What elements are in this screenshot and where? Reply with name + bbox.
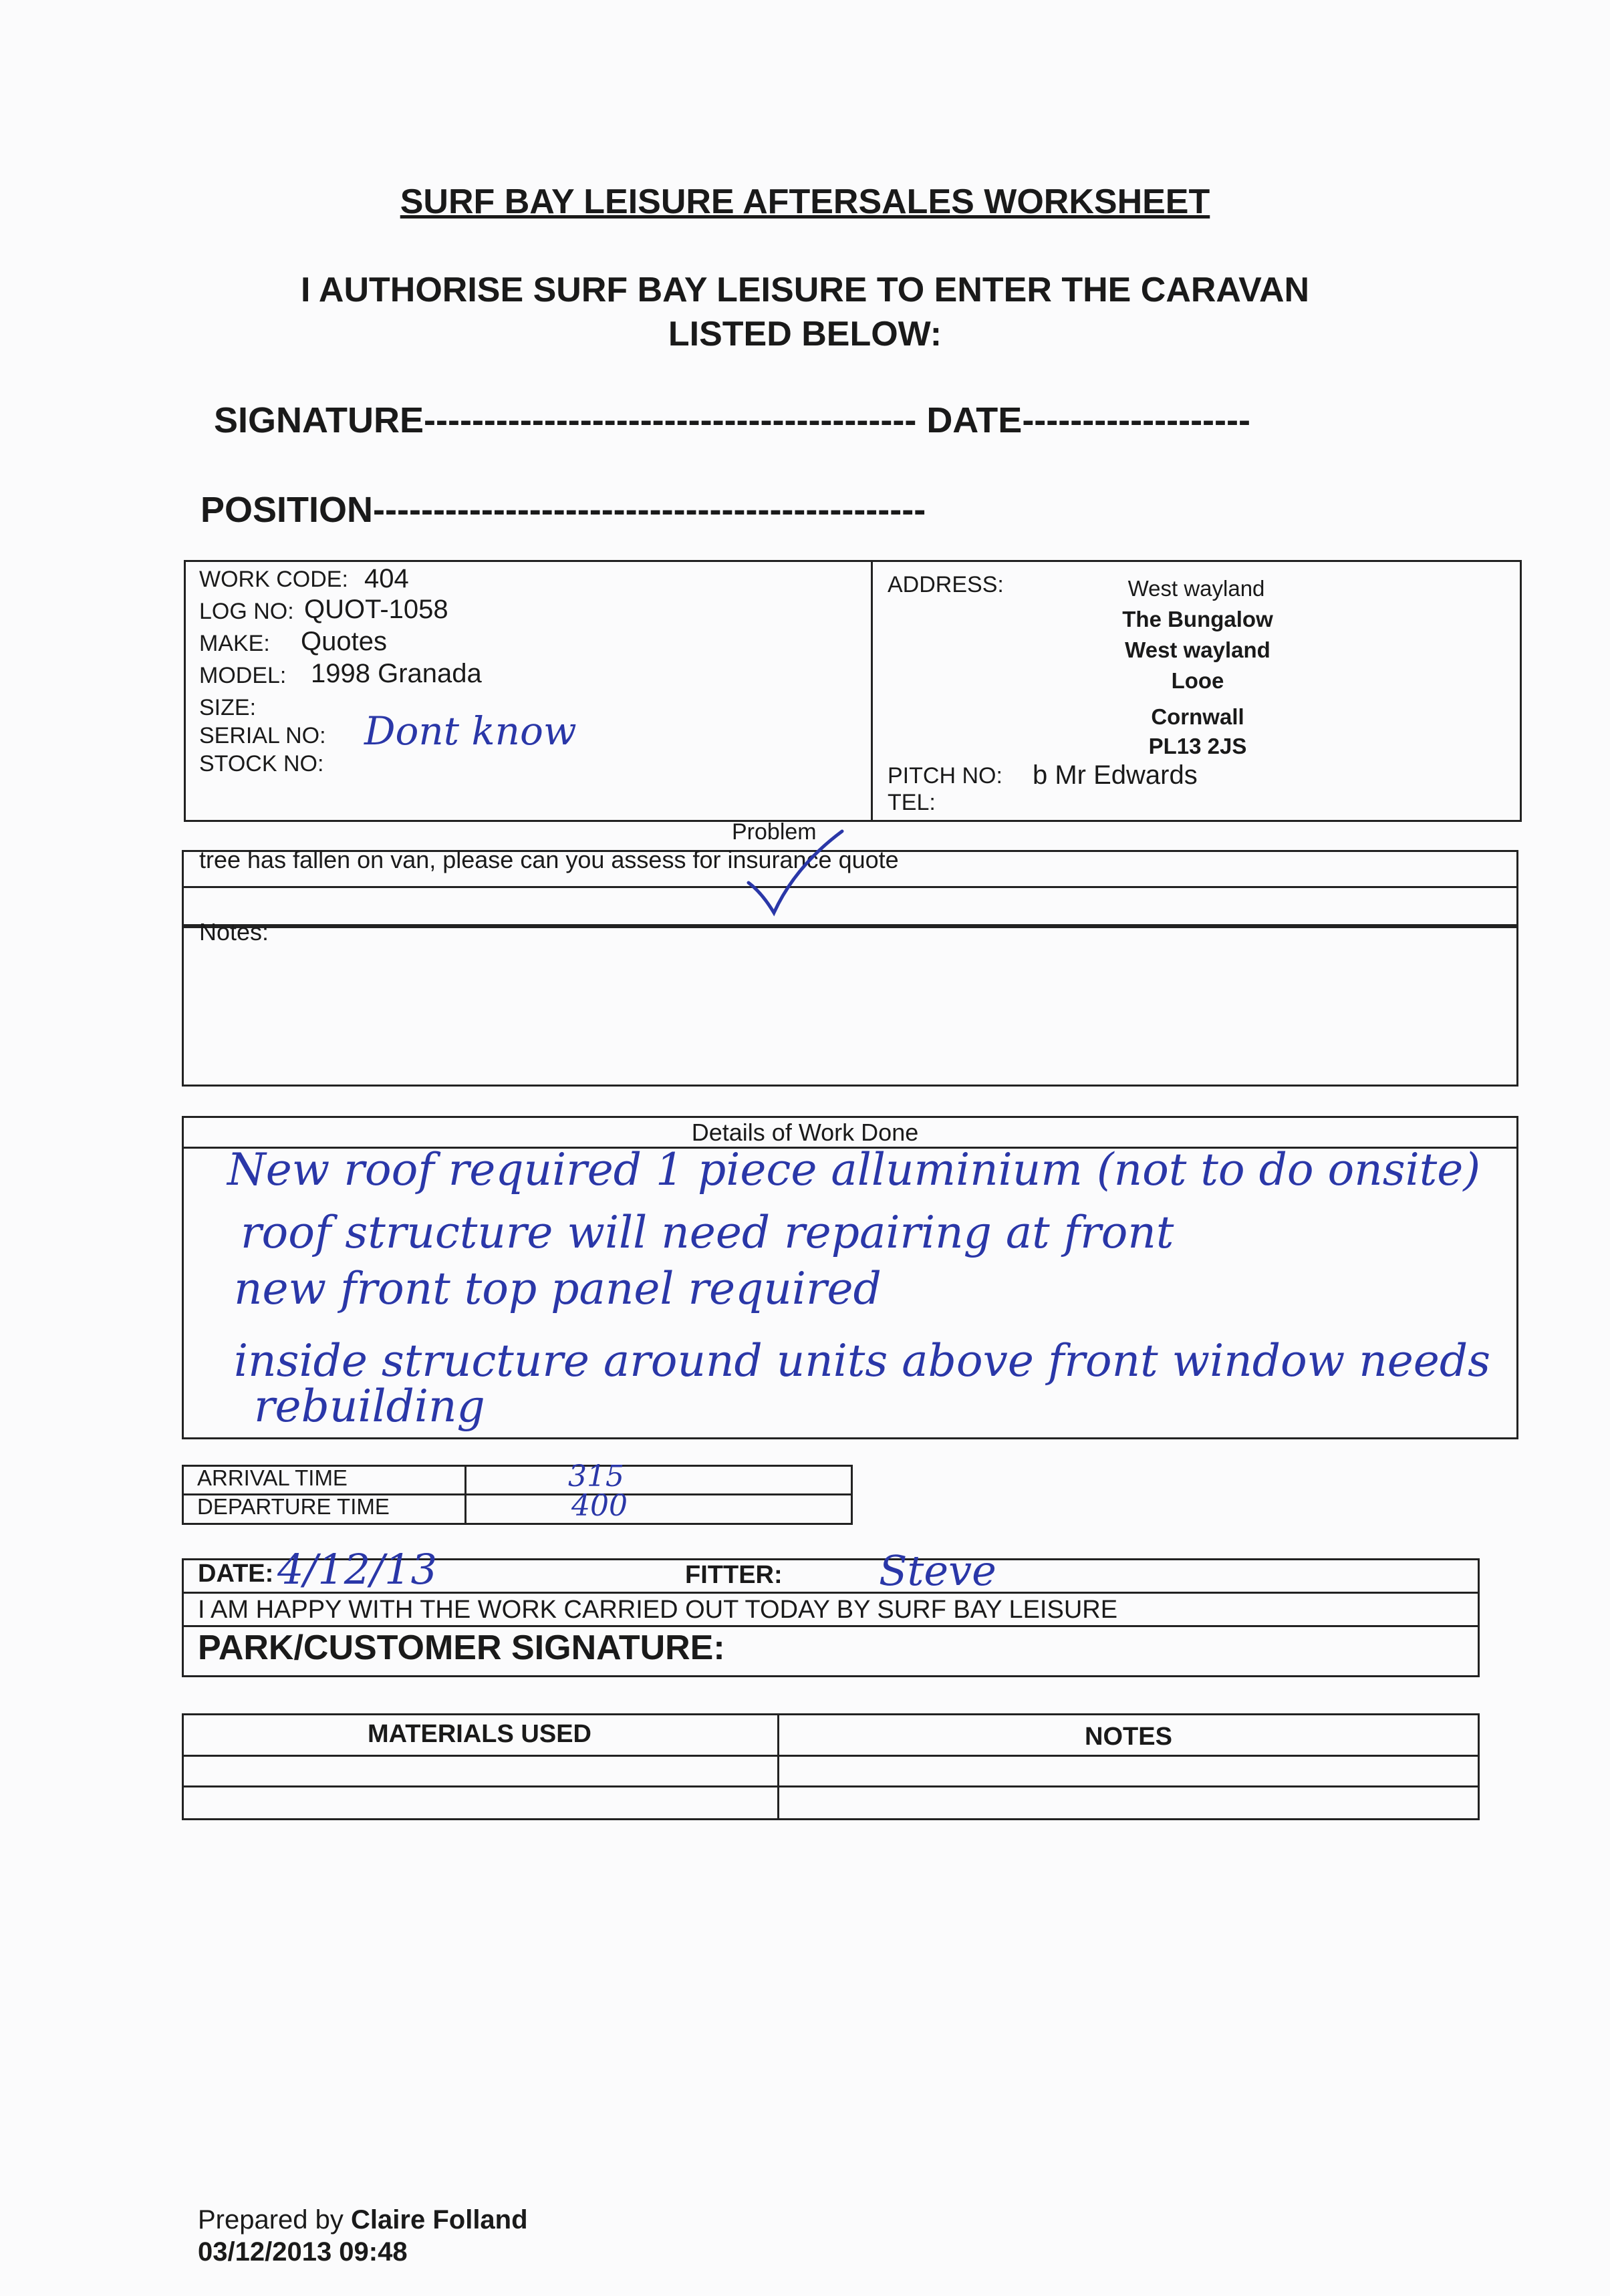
- model-value: 1998 Granada: [311, 659, 482, 688]
- work-done-line-4: inside structure around units above front window needs: [234, 1335, 1490, 1387]
- arrival-time-label: ARRIVAL TIME: [197, 1465, 348, 1490]
- serial-no-label: SERIAL NO:: [199, 723, 326, 748]
- pitch-no-label: PITCH NO:: [888, 763, 1002, 788]
- stock-no-label: STOCK NO:: [199, 751, 324, 776]
- position-line: [200, 489, 926, 531]
- size-label: SIZE:: [199, 695, 257, 720]
- work-code-value: 404: [364, 564, 409, 593]
- address-label: ADDRESS:: [888, 572, 1004, 597]
- authorise-line-2: LISTED BELOW:: [668, 315, 942, 353]
- work-code-label: WORK CODE:: [199, 567, 348, 592]
- notes-label: Notes:: [199, 918, 269, 946]
- signature-label: SIGNATURE: [214, 400, 424, 440]
- work-done-line-3: new front top panel required: [234, 1263, 882, 1314]
- date-dashes: -------------------: [1022, 400, 1250, 440]
- departure-time-value: 400: [571, 1489, 628, 1523]
- fitter-label: FITTER:: [685, 1561, 783, 1589]
- prepared-by-name: Claire Folland: [351, 2205, 528, 2235]
- signoff-divider-2: [182, 1625, 1480, 1627]
- materials-row-divider-1: [182, 1755, 1480, 1757]
- times-col-divider: [464, 1465, 466, 1525]
- make-label: MAKE:: [199, 631, 270, 656]
- signature-dashes: -----------------------------------------: [424, 400, 917, 440]
- date-label: DATE: [926, 400, 1023, 440]
- log-no-value: QUOT-1058: [304, 595, 448, 624]
- address-line-4: Looe: [1171, 668, 1224, 693]
- work-done-line-5: rebuilding: [254, 1381, 485, 1432]
- address-line-1: West wayland: [1127, 576, 1265, 601]
- address-line-3: West wayland: [1125, 637, 1270, 662]
- address-line-2: The Bungalow: [1122, 607, 1273, 631]
- signoff-date-label: DATE:: [198, 1560, 274, 1588]
- log-no-label: LOG NO:: [199, 599, 294, 624]
- materials-used-header: MATERIALS USED: [368, 1720, 591, 1748]
- materials-notes-header: NOTES: [1085, 1723, 1172, 1751]
- make-value: Quotes: [301, 627, 387, 656]
- page-title: SURF BAY LEISURE AFTERSALES WORKSHEET: [400, 182, 1210, 221]
- problem-label: Problem: [732, 819, 817, 845]
- prepared-by: [198, 2205, 528, 2235]
- authorise-line-1: I AUTHORISE SURF BAY LEISURE TO ENTER THE CARAVAN: [300, 271, 1310, 309]
- address-line-6: PL13 2JS: [1148, 734, 1247, 758]
- work-done-label: Details of Work Done: [691, 1119, 919, 1146]
- fitter-value: Steve: [879, 1546, 996, 1595]
- address-line-5: Cornwall: [1151, 704, 1244, 729]
- position-dashes: ----------------------------------------------: [373, 490, 926, 530]
- customer-signature-label: PARK/CUSTOMER SIGNATURE:: [198, 1628, 725, 1667]
- prepared-timestamp: 03/12/2013 09:48: [198, 2237, 408, 2267]
- details-divider: [871, 560, 873, 822]
- departure-time-label: DEPARTURE TIME: [197, 1494, 390, 1519]
- signoff-date-value: 4/12/13: [277, 1545, 438, 1594]
- work-done-line-2: roof structure will need repairing at front: [241, 1207, 1174, 1258]
- position-label: POSITION: [200, 490, 374, 530]
- arrival-time-value: 315: [568, 1459, 624, 1493]
- pitch-no-value: b Mr Edwards: [1033, 760, 1198, 790]
- work-done-line-1: New roof required 1 piece alluminium (not to do onsite): [227, 1144, 1481, 1195]
- model-label: MODEL:: [199, 663, 287, 688]
- signature-line: [214, 400, 1250, 441]
- check-mark-icon: [742, 826, 849, 926]
- tel-label: TEL:: [888, 790, 936, 815]
- problem-row-divider: [182, 886, 1518, 888]
- happy-statement: I AM HAPPY WITH THE WORK CARRIED OUT TODAY BY SURF BAY LEISURE: [198, 1596, 1118, 1624]
- problem-text: tree has fallen on van, please can you assess for insurance quote: [199, 846, 899, 873]
- materials-row-divider-2: [182, 1785, 1480, 1787]
- notes-box: [182, 926, 1518, 1087]
- prepared-by-label: Prepared by: [198, 2205, 344, 2235]
- serial-no-value: Dont know: [364, 708, 577, 754]
